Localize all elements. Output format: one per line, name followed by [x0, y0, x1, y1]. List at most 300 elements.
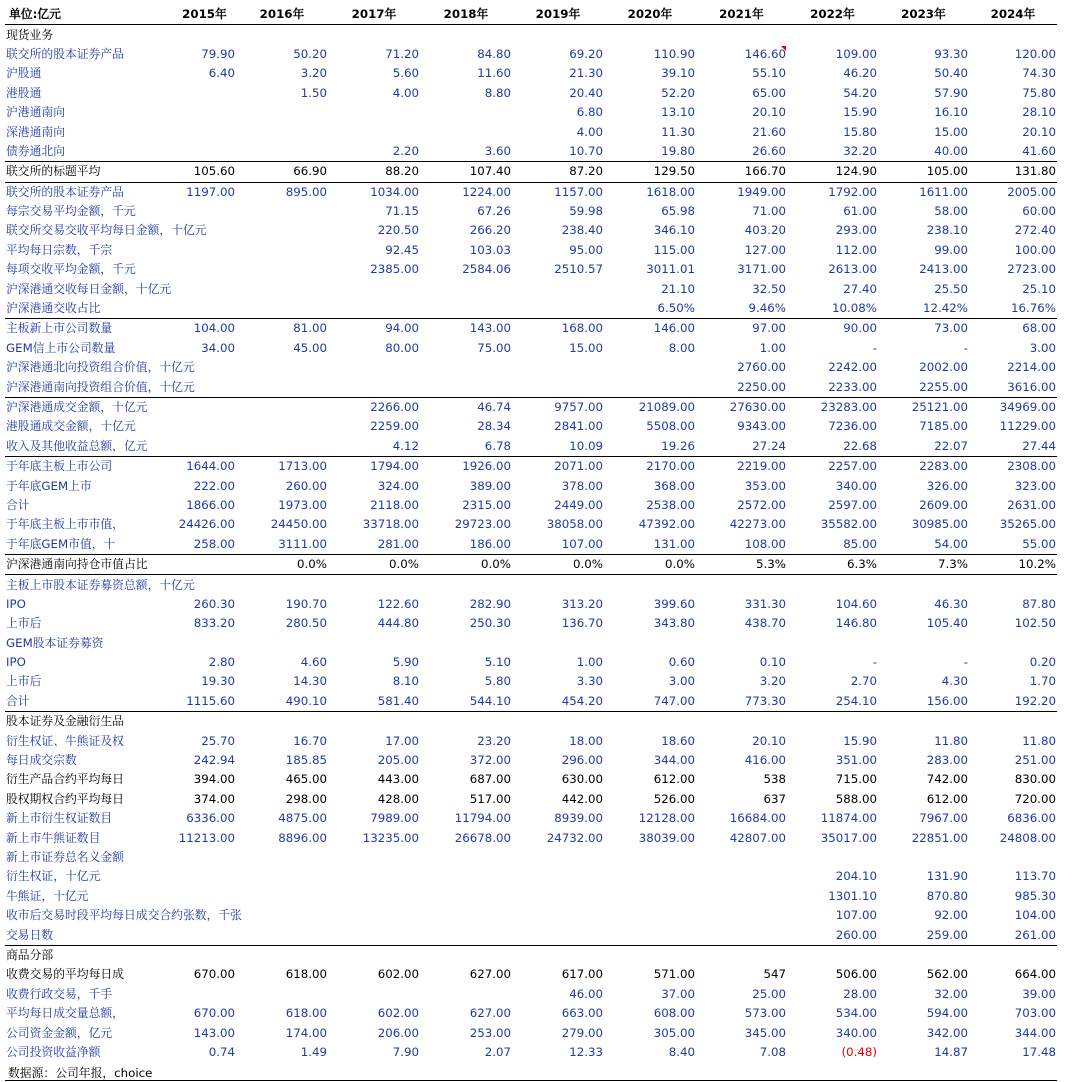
value-cell: 1618.00 [604, 182, 696, 202]
table-row [5, 64, 1057, 83]
year-header: 2015年 [182, 7, 227, 22]
value-cell: 18.00 [569, 733, 603, 748]
value-cell: 27.24 [752, 438, 786, 453]
value-cell: 131.00 [653, 536, 695, 551]
value-cell [787, 634, 878, 653]
row-label: 每日成交宗数 [6, 753, 77, 768]
value-cell: 146.00 [604, 319, 696, 339]
value-cell: 2413.00 [919, 262, 968, 277]
value-cell [696, 634, 787, 653]
value-cell [969, 848, 1057, 867]
value-cell: 24808.00 [999, 830, 1056, 845]
value-cell: 19.80 [661, 143, 695, 158]
value-cell [696, 945, 787, 965]
value-cell [512, 25, 604, 45]
value-cell: 1866.00 [186, 497, 235, 512]
table-row [5, 809, 1057, 828]
value-cell [236, 397, 328, 417]
value-cell: 93.30 [934, 46, 968, 61]
value-cell: 115.00 [653, 242, 695, 257]
value-cell: 747.00 [653, 693, 695, 708]
year-header: 2024年 [990, 7, 1036, 22]
value-cell [787, 25, 878, 45]
value-cell: 612.00 [653, 772, 695, 787]
value-cell: 67.26 [477, 204, 511, 219]
row-label: 于年底GEM市值，十 [6, 536, 116, 551]
value-cell [696, 925, 787, 945]
value-cell: 18.60 [661, 733, 695, 748]
value-cell [878, 634, 969, 653]
value-cell [328, 358, 420, 377]
table-row [5, 162, 1057, 182]
value-cell [604, 887, 696, 906]
value-cell: 220.50 [377, 223, 419, 238]
value-cell: 45.00 [293, 340, 327, 355]
table-row [5, 595, 1057, 614]
value-cell: 38039.00 [638, 830, 695, 845]
value-cell: 38058.00 [546, 517, 603, 532]
value-cell: 25.10 [1022, 281, 1056, 296]
row-label: 联交所的股本证券产品 [5, 182, 173, 202]
value-cell: 2609.00 [919, 497, 968, 512]
row-label: 收费交易的平均每日成 [6, 967, 124, 982]
value-cell: 15.00 [569, 340, 603, 355]
value-cell: 21089.00 [604, 397, 696, 417]
table-row [5, 221, 1057, 240]
value-cell: 1.70 [1029, 674, 1056, 689]
value-cell: 2266.00 [328, 397, 420, 417]
value-cell [969, 634, 1057, 653]
value-cell: 1157.00 [512, 182, 604, 202]
value-cell: 25121.00 [878, 397, 969, 417]
value-cell: 61.00 [843, 204, 877, 219]
value-cell: 627.00 [469, 967, 511, 982]
value-cell: 389.00 [469, 478, 511, 493]
value-cell [173, 142, 236, 162]
value-cell: 47392.00 [638, 517, 695, 532]
row-label: 港股通 [6, 85, 42, 100]
value-cell: 12.33 [569, 1044, 603, 1059]
value-cell: 715.00 [835, 772, 877, 787]
value-cell: 1224.00 [420, 182, 512, 202]
value-cell: 39.00 [1022, 986, 1056, 1001]
value-cell: 253.00 [469, 1025, 511, 1040]
year-header: 2019年 [535, 7, 581, 22]
comment-marker-icon [781, 46, 786, 51]
value-cell: 131.80 [969, 162, 1057, 182]
value-cell: 46.74 [420, 397, 512, 417]
value-cell [696, 848, 787, 867]
row-label: 联交所交易交收平均每日金额，十亿元 [6, 223, 207, 238]
value-cell: 15.90 [843, 105, 877, 120]
value-cell: 4.00 [392, 85, 419, 100]
value-cell: 368.00 [653, 478, 695, 493]
year-header: 2017年 [351, 7, 397, 22]
value-cell [420, 377, 512, 397]
value-cell: 4875.00 [278, 811, 327, 826]
value-cell: 105.60 [173, 162, 236, 182]
value-cell: 2002.00 [919, 360, 968, 375]
value-cell: 416.00 [744, 753, 786, 768]
value-cell: 23.20 [477, 733, 511, 748]
value-cell: 120.00 [1014, 46, 1056, 61]
row-label: 于年底GEM上市 [6, 478, 92, 493]
value-cell [787, 848, 878, 867]
row-label: 沪深港通成交金额，十亿元 [5, 397, 173, 417]
value-cell: 0.0% [512, 554, 604, 574]
value-cell: 129.50 [604, 162, 696, 182]
value-cell: 190.70 [285, 596, 327, 611]
value-cell [787, 712, 878, 732]
value-cell: 2449.00 [554, 497, 603, 512]
value-cell: 6.50% [657, 301, 695, 316]
value-cell: 14.87 [934, 1044, 968, 1059]
row-label: 沪港通南向 [6, 105, 65, 120]
value-cell: 2.70 [850, 674, 877, 689]
value-cell: 1.50 [300, 85, 327, 100]
value-cell: 703.00 [1014, 1006, 1056, 1021]
value-cell [878, 25, 969, 45]
value-cell [604, 358, 696, 377]
value-cell: 5.3% [696, 554, 787, 574]
year-header: 2018年 [443, 7, 489, 22]
value-cell: 192.20 [1014, 693, 1056, 708]
value-cell: 11213.00 [178, 830, 235, 845]
value-cell: 81.00 [236, 319, 328, 339]
row-label: 上市后 [6, 674, 42, 689]
value-cell: 136.70 [561, 616, 603, 631]
value-cell [420, 299, 512, 319]
value-cell: 238.10 [926, 223, 968, 238]
value-cell: 562.00 [926, 967, 968, 982]
value-cell: 293.00 [835, 223, 877, 238]
value-cell: 594.00 [926, 1006, 968, 1021]
value-cell: 66.90 [236, 162, 328, 182]
value-cell [420, 103, 512, 122]
value-cell: 12128.00 [638, 811, 695, 826]
value-cell [696, 867, 787, 886]
row-label: 公司资金金额，亿元 [6, 1025, 113, 1040]
value-cell [878, 575, 969, 595]
value-cell: 156.00 [926, 693, 968, 708]
value-cell: 6.78 [484, 438, 511, 453]
value-cell: 33718.00 [362, 517, 419, 532]
value-cell: - [872, 340, 877, 355]
value-cell: 5.90 [392, 655, 419, 670]
table-row [5, 965, 1057, 984]
value-cell: 104.00 [173, 319, 236, 339]
row-label: 沪深港通北向投资组合价值，十亿元 [6, 360, 195, 375]
value-cell [236, 221, 328, 240]
value-cell [236, 241, 328, 260]
value-cell: 251.00 [1014, 753, 1056, 768]
value-cell [236, 575, 328, 595]
value-cell [328, 279, 420, 298]
value-cell: 10.70 [569, 143, 603, 158]
value-cell: 69.20 [569, 46, 603, 61]
value-cell: 104.00 [1014, 908, 1056, 923]
value-cell [236, 906, 328, 925]
value-cell [328, 867, 420, 886]
value-cell: 260.00 [835, 927, 877, 942]
value-cell: 52.20 [661, 85, 695, 100]
table-row [5, 653, 1057, 672]
header-row [5, 5, 1057, 25]
value-cell: 830.00 [1014, 772, 1056, 787]
value-cell: 21.30 [569, 66, 603, 81]
value-cell: 65.00 [752, 85, 786, 100]
value-cell [512, 945, 604, 965]
value-cell [604, 945, 696, 965]
value-cell: 85.00 [843, 536, 877, 551]
value-cell: 1197.00 [173, 182, 236, 202]
value-cell: 3.00 [1029, 340, 1056, 355]
row-label: 合计 [6, 693, 30, 708]
value-cell: 2242.00 [828, 360, 877, 375]
value-cell: 7185.00 [919, 419, 968, 434]
value-cell: 16.70 [293, 733, 327, 748]
table-row [5, 437, 1057, 457]
value-cell [328, 712, 420, 732]
row-label: 合计 [6, 497, 30, 512]
value-cell [420, 867, 512, 886]
value-cell: 30985.00 [911, 517, 968, 532]
value-cell: 7.3% [878, 554, 969, 574]
value-cell [696, 25, 787, 45]
value-cell: 113.70 [1014, 869, 1056, 884]
value-cell [173, 848, 236, 867]
table-row [5, 731, 1057, 750]
value-cell: 344.00 [653, 753, 695, 768]
value-cell [604, 906, 696, 925]
value-cell: 20.40 [569, 85, 603, 100]
row-label: 港股通成交金额，十亿元 [6, 419, 136, 434]
value-cell: 2723.00 [1007, 262, 1056, 277]
value-cell: 8.00 [668, 340, 695, 355]
value-cell [420, 279, 512, 298]
value-cell: 618.00 [285, 1006, 327, 1021]
value-cell [604, 25, 696, 45]
table-row [5, 867, 1057, 886]
value-cell [328, 945, 420, 965]
value-cell: 266.20 [469, 223, 511, 238]
value-cell: 32.00 [934, 986, 968, 1001]
value-cell: 351.00 [835, 753, 877, 768]
value-cell: 39.10 [661, 66, 695, 81]
table-row [5, 417, 1057, 436]
value-cell: 3616.00 [1007, 379, 1056, 394]
table-row [5, 45, 1057, 64]
value-cell [173, 241, 236, 260]
value-cell [173, 260, 236, 279]
value-cell: 7.90 [392, 1044, 419, 1059]
table-row [5, 828, 1057, 847]
value-cell: 84.80 [477, 46, 511, 61]
value-cell [512, 279, 604, 298]
section-label: 现货业务 [6, 27, 54, 42]
value-cell: 2613.00 [828, 262, 877, 277]
value-cell [173, 299, 236, 319]
value-cell: 80.00 [385, 340, 419, 355]
value-cell: 71.15 [385, 204, 419, 219]
value-cell: 92.45 [385, 242, 419, 257]
value-cell: 37.00 [661, 986, 695, 1001]
value-cell: 331.30 [744, 596, 786, 611]
value-cell: 544.10 [469, 693, 511, 708]
value-cell [512, 299, 604, 319]
value-cell: 46.00 [569, 986, 603, 1001]
value-cell: 720.00 [1014, 791, 1056, 806]
value-cell: 465.00 [285, 772, 327, 787]
value-cell: 16.76% [1011, 301, 1056, 316]
value-cell: 7989.00 [370, 811, 419, 826]
value-cell: 1.49 [300, 1044, 327, 1059]
value-cell [236, 945, 328, 965]
row-label: 沪股通 [6, 66, 42, 81]
row-label: 新上市证券总名义金额 [6, 849, 124, 864]
value-cell: 895.00 [236, 182, 328, 202]
table-row [5, 672, 1057, 691]
row-label: 主板新上市公司数量 [5, 319, 173, 339]
value-cell: 428.00 [377, 791, 419, 806]
value-cell [173, 202, 236, 221]
table-row [5, 575, 1057, 595]
value-cell: 353.00 [744, 478, 786, 493]
value-cell: 55.00 [1022, 536, 1056, 551]
value-cell: 17.48 [1022, 1044, 1056, 1059]
value-cell: 238.40 [561, 223, 603, 238]
value-cell [173, 279, 236, 298]
value-cell: 28.34 [477, 419, 511, 434]
value-cell: 10.08% [832, 301, 877, 316]
value-cell: 0.0% [420, 554, 512, 574]
value-cell: 2385.00 [370, 262, 419, 277]
value-cell: 2233.00 [828, 379, 877, 394]
value-cell: 0.74 [208, 1044, 235, 1059]
value-cell: 547 [763, 967, 786, 982]
value-cell: 242.94 [193, 753, 235, 768]
value-cell: 222.00 [193, 478, 235, 493]
value-cell: 60.00 [1022, 204, 1056, 219]
value-cell: 11229.00 [999, 419, 1056, 434]
table-row [5, 358, 1057, 377]
value-cell: 1301.10 [828, 888, 877, 903]
year-header: 2022年 [810, 7, 855, 22]
section-label: 股本证券及金融衍生品 [5, 712, 173, 732]
value-cell: 6836.00 [1007, 811, 1056, 826]
value-cell [173, 945, 236, 965]
value-cell [787, 945, 878, 965]
value-cell: 1973.00 [278, 497, 327, 512]
value-cell [173, 437, 236, 457]
value-cell [420, 848, 512, 867]
source-note: 数据源：公司年报，choice [8, 1066, 153, 1080]
value-cell: 573.00 [744, 1006, 786, 1021]
value-cell: 7.08 [759, 1044, 786, 1059]
table-row [5, 122, 1057, 141]
value-cell: 122.60 [377, 596, 419, 611]
value-cell: 107.00 [835, 908, 877, 923]
value-cell: 326.00 [926, 478, 968, 493]
value-cell: 394.00 [193, 772, 235, 787]
value-cell: 87.20 [512, 162, 604, 182]
value-cell: 2538.00 [646, 497, 695, 512]
value-cell: 4.30 [941, 674, 968, 689]
value-cell: 280.50 [285, 616, 327, 631]
value-cell [173, 712, 236, 732]
value-cell [420, 358, 512, 377]
bottom-rule [5, 1080, 1057, 1081]
value-cell [236, 122, 328, 141]
value-cell: 29723.00 [454, 517, 511, 532]
value-cell: 7236.00 [828, 419, 877, 434]
table-row [5, 182, 1057, 202]
value-cell: 637 [763, 791, 786, 806]
value-cell: 1949.00 [696, 182, 787, 202]
row-label: 股权期权合约平均每日 [6, 791, 124, 806]
value-cell: 313.20 [561, 596, 603, 611]
table-body [5, 25, 1057, 1062]
value-cell: 305.00 [653, 1025, 695, 1040]
table-row [5, 887, 1057, 906]
value-cell: 2760.00 [737, 360, 786, 375]
value-cell: 21.10 [661, 281, 695, 296]
value-cell: 403.20 [744, 223, 786, 238]
value-cell [420, 985, 512, 1004]
section-row [5, 945, 1057, 965]
value-cell: 627.00 [469, 1006, 511, 1021]
value-cell [173, 103, 236, 122]
value-cell: 250.30 [469, 616, 511, 631]
value-cell: 258.00 [193, 536, 235, 551]
value-cell: 17.00 [385, 733, 419, 748]
value-cell [328, 122, 420, 141]
value-cell: 279.00 [561, 1025, 603, 1040]
value-cell: 186.00 [469, 536, 511, 551]
row-label: 于年底主板上市市值， [6, 517, 124, 532]
year-header: 2023年 [901, 7, 946, 22]
value-cell: 25.00 [752, 986, 786, 1001]
value-cell: 438.70 [744, 616, 786, 631]
row-label: 上市后 [6, 616, 42, 631]
value-cell: 581.40 [377, 693, 419, 708]
value-cell [236, 358, 328, 377]
value-cell [512, 925, 604, 945]
value-cell: 131.90 [926, 869, 968, 884]
value-cell: 9343.00 [737, 419, 786, 434]
value-cell: 40.00 [934, 143, 968, 158]
value-cell [236, 848, 328, 867]
value-cell [878, 848, 969, 867]
table-row [5, 496, 1057, 515]
value-cell: 35265.00 [999, 517, 1056, 532]
value-cell: 54.20 [843, 85, 877, 100]
value-cell: 3171.00 [737, 262, 786, 277]
year-header: 2020年 [627, 7, 673, 22]
value-cell: 23283.00 [787, 397, 878, 417]
value-cell: 1713.00 [236, 456, 328, 476]
value-cell [236, 634, 328, 653]
value-cell [604, 712, 696, 732]
value-cell: 26678.00 [454, 830, 511, 845]
row-label: 深港通南向 [6, 124, 65, 139]
value-cell: 687.00 [469, 772, 511, 787]
value-cell [787, 575, 878, 595]
value-cell: 2308.00 [969, 456, 1057, 476]
value-cell [173, 25, 236, 45]
value-cell: 110.90 [653, 46, 695, 61]
value-cell [328, 103, 420, 122]
